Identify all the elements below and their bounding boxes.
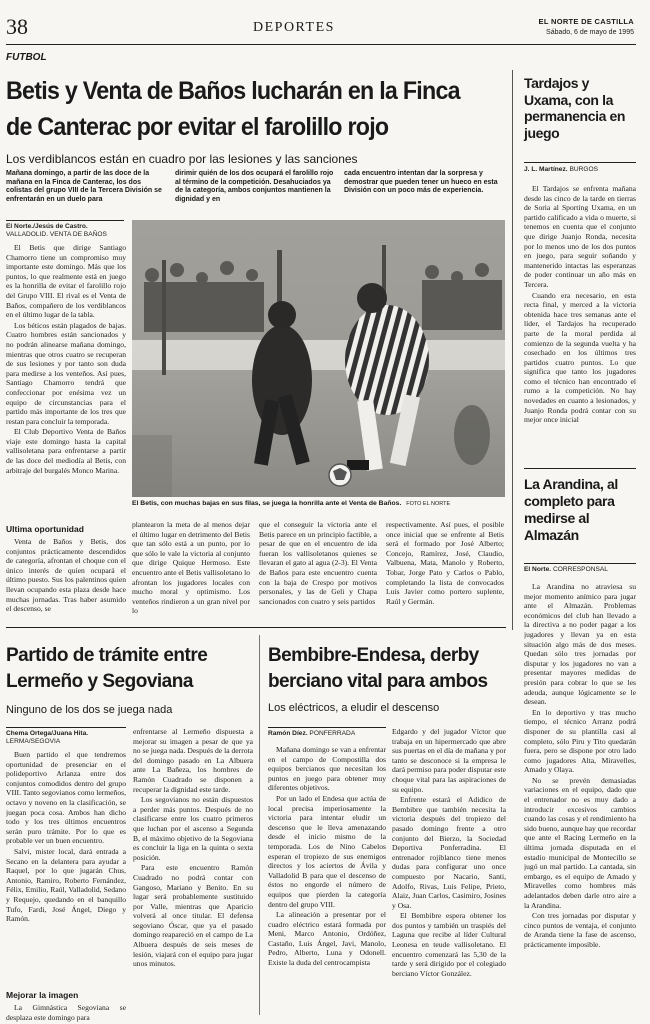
main-bottom-col2	[132, 520, 250, 620]
sidebar2-p4: Con tres jornadas por disputar y cinco puntos de ventaja, el conjunto de Aranda tiene la fase de ascenso, prácticamente imposible.	[524, 911, 636, 949]
story3-headline-line1: Bembibre-Endesa, derby	[268, 645, 479, 666]
sidebar1-p1: El Tardajos se enfrenta mañana desde las cinco de la tarde en tierras de Soria al Sporting Uxama, en un partido calificado a vida o muerte, si tenemos en cuenta que el conjunto que dirige Juanjo Ronda, necesita por lo menos uno de los dos puntos en juego, para seguir soñando y mantenerido intactas las esperanzas de poder continuar un año más en Tercera.	[524, 184, 636, 289]
byline-rule	[6, 220, 124, 221]
main-lead-col3: cada encuentro intentan dar la sorpresa y demostrar que pueden tener un hueco en esta División con un poco más de experiencia.	[344, 170, 498, 195]
story3-column-1	[268, 745, 386, 1019]
sidebar2-byline-rule	[524, 563, 636, 564]
main-lead-col2: dirimir quién de los dos ocupará el farolillo rojo al término de la competición. Desahuciados ya de la categoría, ambos conjuntos mantienen la dignidad y en	[175, 170, 334, 203]
main-headline-line1: Betis y Venta de Baños lucharán en la Finca	[6, 77, 460, 105]
main-column-1	[6, 243, 126, 515]
story2-column-1-end	[6, 1003, 126, 1023]
sidebar1-byline-name: J. L. Martínez.	[524, 166, 568, 173]
header-rule	[6, 44, 636, 45]
photo-caption-text: El Betis, con muchas bajas en sus filas, se juega la honrilla ante el Venta de Baños.	[132, 500, 402, 507]
paper-name: EL NORTE DE CASTILLA	[538, 17, 634, 26]
photo-caption	[132, 500, 505, 507]
lower-stories-divider	[259, 635, 260, 1015]
story2-col2-p1: enfrentarse al Lermeño dispuesta a mejorar su imagen a pesar de que ya no se juega nada. Después de la derrota del domingo pasado en La Albuera ante La Bañeza, los hombres de Ramón Cuadrado se disponen a recuperar la dignidad este tarde.	[133, 727, 253, 794]
section-kicker: FUTBOL	[6, 52, 47, 63]
story3-col2-p2: Enfrente estará el Adidico de Bembibre que también necesita la victoria después del tropiezo del pasado domingo frente a otro conjunto del Bierzo, la Sociedad Deportiva Ponferradina. El entrenador rojiblanco tiene menos dudas para configurar uno once compuesto por Nacario, Santi, Adolfo, Rivas, Luis Felipe, Prieto, Alaiz, Juan Carlos, Casimiro, Josines y Osa.	[392, 795, 506, 910]
story2-byline	[6, 730, 126, 746]
story2-col1-p2: Salvi, mister local, dará entrada a Secano en la delantera para ayudar a Raquel, por lo que jugarán Chus, Antonio, Ramiro, Roberto Fernández, Félix, Emilio, Raúl, Valladolid, Sedano y Requejo, quedando en el banquillo Tufo, Fardi, José Ángel, Diego y Ramón.	[6, 846, 126, 924]
main-lead-col1: Mañana domingo, a partir de las doce de la mañana en la Finca de Canterac, los dos colistas del grupo VIII de la Tercera División se enfrentarán en un duelo para	[6, 170, 162, 203]
story3-col1-p1: Mañana domingo se van a enfrentar en el campo de Compostilla dos equipos bercianos que necesitan los puntos en juego para obtener muy diferentes objetivos.	[268, 745, 386, 793]
story3-column-2	[392, 727, 506, 1019]
main-bottom-col4	[386, 520, 504, 620]
story2-col1-p3: La Gimnástica Segoviana se desplaza este domingo para	[6, 1003, 126, 1022]
sidebar2-headline: La Arandina, al completo para medirse al Almazán	[524, 476, 618, 543]
main-bottom-col3-text: que el conseguir la victoria ante el Betis parece en un principio factible, a pesar de que en el encuentro de ida fueran los vallisoletanos quienes se llevaran el gato al agua (2-3). El Venta de Baños para este encuentro cuenta con la baja de Crespo por motivos personales, y las de Geli y Chapa sancionados con cuatro y seis partidos	[259, 520, 377, 606]
main-subhead: Ultima oportunidad	[6, 524, 84, 534]
story3-headline-line2: berciano vital para ambos	[268, 671, 488, 692]
sidebar-separator	[524, 468, 636, 469]
sidebar2-p2: En lo deportivo y tras mucho tiempo, el técnico Arranz podrá disponer de su plantilla casi al completo, sólo Piru y Tito quedarán fuera, pero se dispone por otro lado como jugadores Alta, Miravelles, Amado y Olaya.	[524, 707, 636, 775]
story2-column-2	[133, 727, 253, 1019]
sidebar2-byline-name: El Norte.	[524, 566, 552, 573]
main-bottom-col3	[259, 520, 377, 620]
sidebar2-byline	[524, 566, 636, 574]
sidebar1-p2: Cuando era necesario, en esta recta final, y merced a la victoria obtenida hace tres semanas ante el líder, el Tardajos ha recuperado parte de la moral perdida al comienzo de la segunda vuelta y ha cosechado en los últimos tres partidos cuatro puntos. Lo que significa que tanto los jugadores como el técnico han encontrado el rumo a la competición. No hay novedades en cuanto a lesionados, y Juanjo Ronda podrá contar con su mejor once inicial	[524, 290, 636, 425]
story2-column-1	[6, 750, 126, 988]
story2-headline-line1: Partido de trámite entre	[6, 645, 208, 666]
main-bottom-col4-text: respectivamente. Así pues, el posible once inicial que se enfrente al Betis será el formado por José Alberto; Concejo, Ramírez, José, Claudio, Valbuena, Mata, Manolo y Roberto, Tobar, Jorge Pato y Carlos o Pablo, completando la lista de convocados Luis Javier como portero suplente, Raúl y Germán.	[386, 520, 504, 606]
story3-byline-name: Ramón Díez.	[268, 730, 308, 737]
main-subtitle: Los verdiblancos están en cuadro por las lesiones y las sanciones	[6, 152, 358, 166]
main-col1-p2: Los béticos están plagados de bajas. Cuatro hombres están sancionados y no podrán alinearse mañana domingo, mientras que otros cuatro se recuperan de sus lesiones y por tanto son duda para medirse a los venteños. Así pues, Santiago Chamorro tendrá que confeccionar por enésima vez un equipo de circunstancias para el partido más importante de los tres que restan para concluir la temporada.	[6, 320, 126, 426]
story3-byline-rule	[268, 727, 386, 728]
sidebar2-p3: No se prevén demasiadas variaciones en el equipo, dado que el entrenador no es muy dado a introducir excesivos cambios cuando las cosas y el rendimiento ha sido bueno, aunque hay que recordar que ante el Racing Lermeño en la última jornada disputada en el estadio municipal de Montecillo se jugó un mal partido. La cantada, sin embargo, es el equipo de Amado y Miravelles como hombres más adelantados deben darle otro aire a la Arandina.	[524, 775, 636, 910]
story3-col2-p1: Edgardo y del jugador Víctor que trabaja en un hipermercado que abre sus puertas en el día de mañana y por tanto se desconoce si la empresa le dará permiso para poder disputar este choque vital para las aspiraciones de su equipo.	[392, 727, 506, 794]
story3-col1-p2: Por un lado el Endesa que actúa de local precisa imperiosamente la victoria para intentar eludir un descenso que le lleva amenazando desde el inicio mismo de la temporada. Los de Nino Cabelos esperan el tropiezo de sus enemigos directos y los aciertos de Ávila y Valladolid B para que el descenso de éstos no engorde el número de equipos que pierden la categoría dentro del grupo VIII.	[268, 793, 386, 909]
main-col1-p3: El Club Deportivo Venta de Baños viaje este domingo hasta la capital vallisoletana para enfrentarse a partir de las doce del mediodía al Betis, con arbitraje del burgalés Monco Marina.	[6, 427, 126, 475]
main-col1-p1: El Betis que dirige Santiago Chamorro tiene un compromiso muy importante este domingo. Más que los puntos, lo que realmente está en juego es la honrilla de evitar el farolillo rojo del Grupo VIII. El rival es el Venta de Baños, compañero de los verdiblancos en el último lugar de la tabla.	[6, 243, 126, 320]
story2-subtitle: Ninguno de los dos se juega nada	[6, 704, 173, 716]
main-byline-name: El Norte./Jesús de Castro.	[6, 223, 88, 230]
story3-col1-p3: La alineación a presentar por el cuadro eléctrico estará formada por Meni, Marco Antonio, Ordóñez, Castaño, Luis Ángel, Javi, Manolo, Pedro, Alberto, Luna y Odonell. Existe la duda del centrocampista	[268, 910, 386, 968]
story2-byline-name: Chema Ortega/Juana Hita.	[6, 730, 89, 737]
sidebar1-body	[524, 184, 636, 456]
sidebar-divider	[512, 70, 513, 630]
main-bottom-col2-text: plantearon la meta de al menos dejar el último lugar en detrimento del Betis que tan sólo está a un punto, por lo que sólo le vale la victoria al conjunto que dirige Quique Hermoso. Este encuentro ante el Betis vallisoletano lo afrontan los jugadores locales con mucho moral y optimismo. Los venteños rindieron a un gran nivel por lo	[132, 520, 250, 616]
football-players-photo	[132, 220, 505, 497]
story2-col1-p1: Buen partido el que tendremos oportunidad de presenciar en el polideportivo Arlanza entre dos conjuntos comodidos dentro del grupo VIII. Tanto segovianos como lermeños, octavo y noveno en la clasificación, se juegan poca cosa. Ambos han dicho todo y los tres últimos encuentros serán puro trámite. Por lo que es probable ver un buen encuentro.	[6, 750, 126, 846]
sidebar1-byline-place: BURGOS	[569, 166, 599, 173]
main-byline	[6, 223, 126, 239]
story2-col2-p3: Para este encuentro Ramón Cuadrado no podrá contar con Gangoso, Mariano y Benito. En su lugar será probablemente sustituido por Valle, mientras que Aparicio volverá al once titular. El defensa segoviano Óscar, que ya el pasado domingo reapareció en el campo de La Albuera después de seis meses de lesión, viajará con el equipo para jugar unos minutos.	[133, 863, 253, 969]
section-title: DEPORTES	[253, 20, 335, 35]
story3-byline	[268, 730, 386, 738]
sidebar1-byline-rule	[524, 162, 636, 163]
sidebar1-headline: Tardajos y Uxama, con la permanencia en juego	[524, 75, 625, 141]
issue-date: Sábado, 6 de mayo de 1995	[546, 29, 634, 36]
lower-stories-rule	[6, 627, 506, 628]
story3-col2-p3: El Bembibre espera obtener los dos puntos y también un traspiés del Laguna que recibe al líder Cultural Leonesa en teude vallisoletano. El encuentro comenzará las 5,30 de la tarde y será dirigido por el colegiado berciano Víctor González.	[392, 911, 506, 978]
photo-credit: FOTO EL NORTE	[406, 501, 451, 507]
story2-byline-place: LERMA/SEGOVIA	[6, 738, 61, 745]
main-bottom-col1-text: Venta de Baños y Betis, dos conjuntos prácticamente descendidos de categoría, afrontan el choque con el único interés de quien ocupará el último puesto. Sus los palentinos quien llevan ocupando esta plaza desde hace muchas jornadas. Tras haber asumido el descenso, se	[6, 537, 126, 614]
main-bottom-col1	[6, 537, 126, 621]
story2-subhead: Mejorar la imagen	[6, 990, 79, 1000]
sidebar2-byline-place: CORRESPONSAL	[552, 566, 608, 573]
sidebar2-p1: La Arandina no atraviesa su mejor momento anímico para jugar ante el Almazán. Problemas económicos del club han llevado a la directiva a no poder pagar a los jugadores y llevan ya en esta situación algo más de dos meses. Quedan sólo tres jornadas por disputar y los jugadores no van a presentar mayores medidas de presión para cobrar lo que se les adeuda, aunque lógicamente se le desean.	[524, 582, 636, 707]
story2-headline-line2: Lermeño y Segoviana	[6, 671, 193, 692]
match-photo	[132, 220, 505, 497]
sidebar2-body	[524, 582, 636, 1016]
story3-subtitle: Los eléctricos, a eludir el descenso	[268, 702, 440, 714]
sidebar1-byline	[524, 166, 636, 174]
story2-col2-p2: Los segovianos no están dispuestos a perder más puntos. Después de no clasificarse entre los cuatro primeros que luchan por el ascenso a Segunda B, el máximo objetivo de la Segoviana es concluir la liga en la quinta o sexta posición.	[133, 795, 253, 862]
main-byline-place: VALLADOLID. VENTA DE BAÑOS	[6, 231, 107, 238]
page-number: 38	[6, 14, 28, 39]
main-headline-line2: de Canterac por evitar el farolillo rojo	[6, 113, 389, 141]
story3-byline-place: PONFERRADA	[309, 730, 356, 737]
story2-byline-rule	[6, 727, 126, 728]
